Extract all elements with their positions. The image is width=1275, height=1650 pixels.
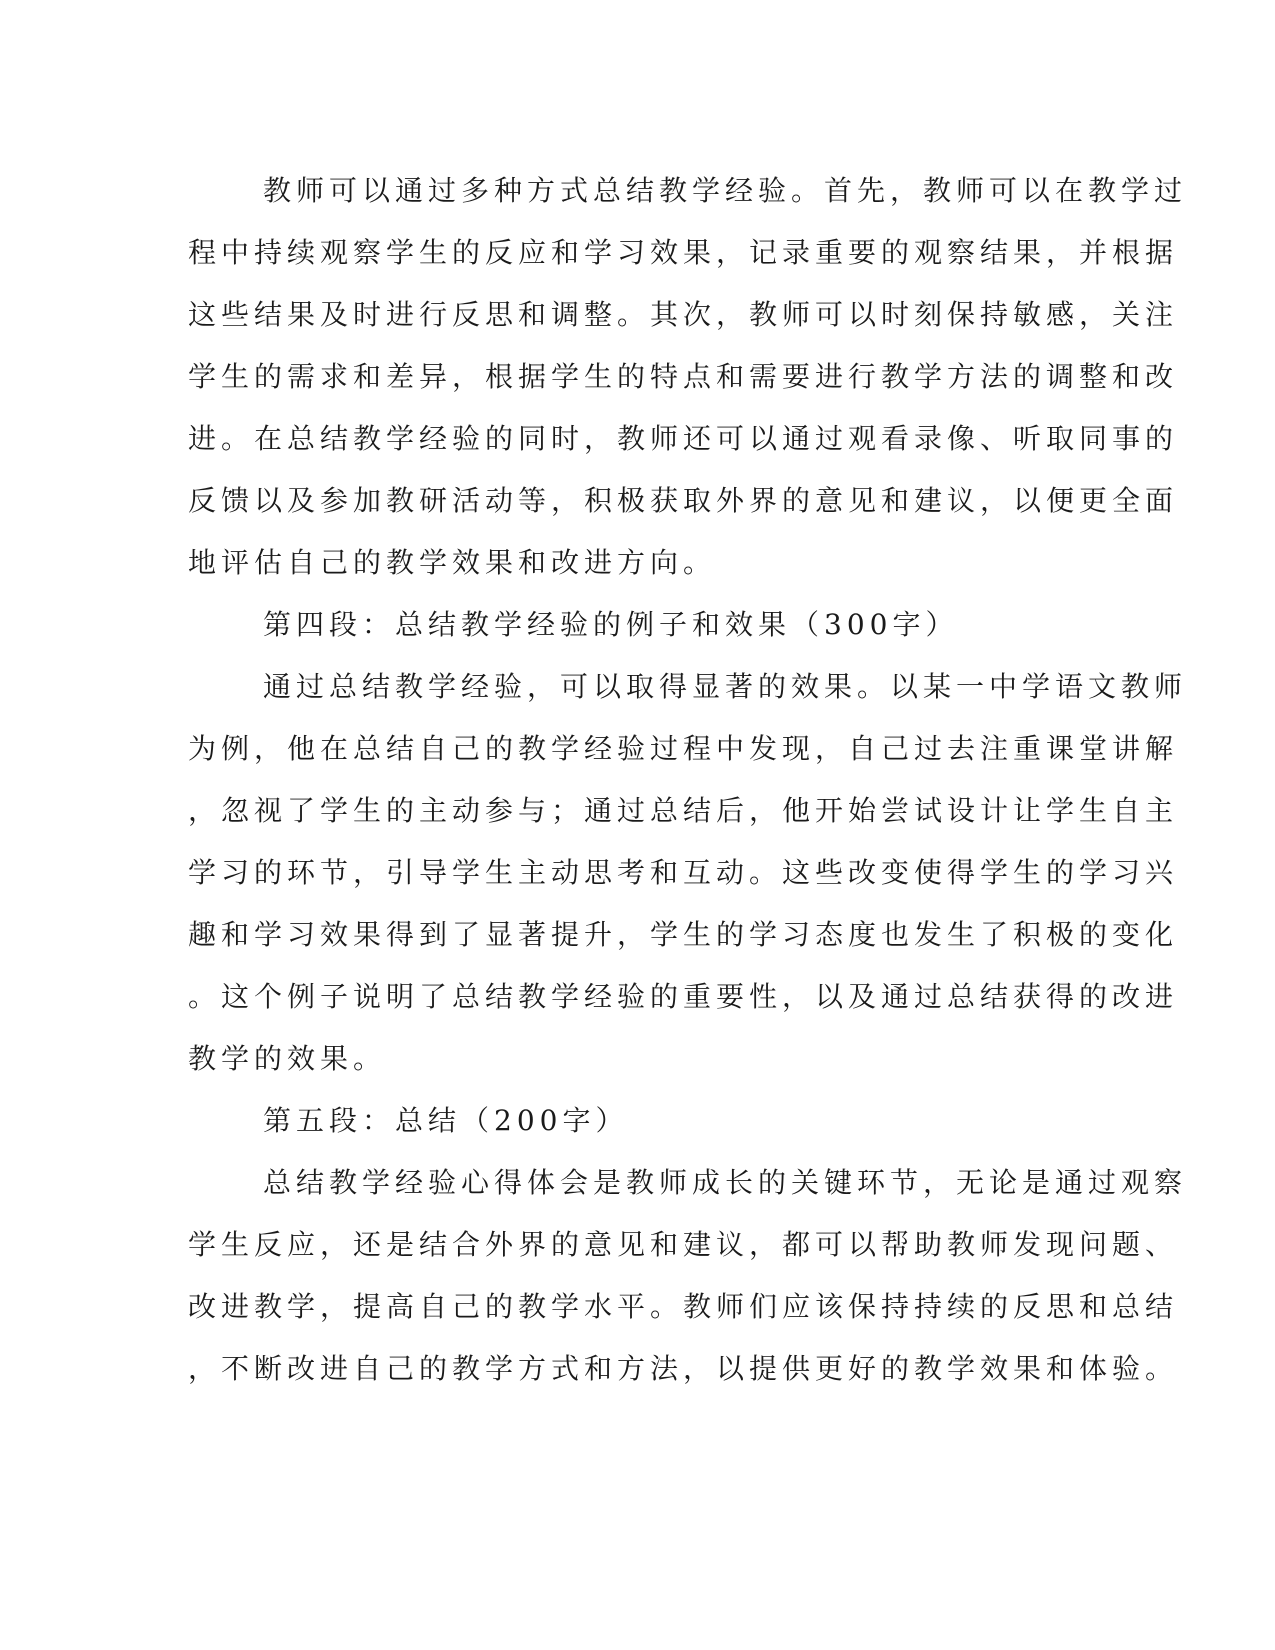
text-line: 学生反应，还是结合外界的意见和建议，都可以帮助教师发现问题、 [188, 1228, 1179, 1261]
text-line: 通过总结教学经验，可以取得显著的效果。以某一中学语文教师 [263, 670, 1188, 703]
text-line: 进。在总结教学经验的同时，教师还可以通过观看录像、听取同事的 [188, 422, 1179, 455]
text-line: 改进教学，提高自己的教学水平。教师们应该保持持续的反思和总结 [188, 1290, 1179, 1323]
text-line: 教学的效果。 [188, 1042, 387, 1075]
text-line: ，忽视了学生的主动参与；通过总结后，他开始尝试设计让学生自主 [188, 794, 1179, 827]
text-line: 教师可以通过多种方式总结教学经验。首先，教师可以在教学过 [263, 174, 1188, 207]
text-line: 程中持续观察学生的反应和学习效果，记录重要的观察结果，并根据 [188, 236, 1179, 269]
text-line: 总结教学经验心得体会是教师成长的关键环节，无论是通过观察 [263, 1166, 1188, 1199]
body-text [188, 160, 1188, 1400]
text-line: 。这个例子说明了总结教学经验的重要性，以及通过总结获得的改进 [188, 980, 1179, 1013]
text-line: ，不断改进自己的教学方式和方法，以提供更好的教学效果和体验。 [188, 1352, 1179, 1385]
text-line: 地评估自己的教学效果和改进方向。 [188, 546, 717, 579]
text-line: 趣和学习效果得到了显著提升，学生的学习态度也发生了积极的变化 [188, 918, 1179, 951]
text-line: 学生的需求和差异，根据学生的特点和需要进行教学方法的调整和改 [188, 360, 1179, 393]
section-heading: 第五段：总结（200字） [263, 1104, 629, 1137]
section-heading: 第四段：总结教学经验的例子和效果（300字） [263, 608, 959, 641]
text-line: 为例，他在总结自己的教学经验过程中发现，自己过去注重课堂讲解 [188, 732, 1179, 765]
text-line: 这些结果及时进行反思和调整。其次，教师可以时刻保持敏感，关注 [188, 298, 1179, 331]
text-line: 学习的环节，引导学生主动思考和互动。这些改变使得学生的学习兴 [188, 856, 1179, 889]
text-line: 反馈以及参加教研活动等，积极获取外界的意见和建议，以便更全面 [188, 484, 1179, 517]
